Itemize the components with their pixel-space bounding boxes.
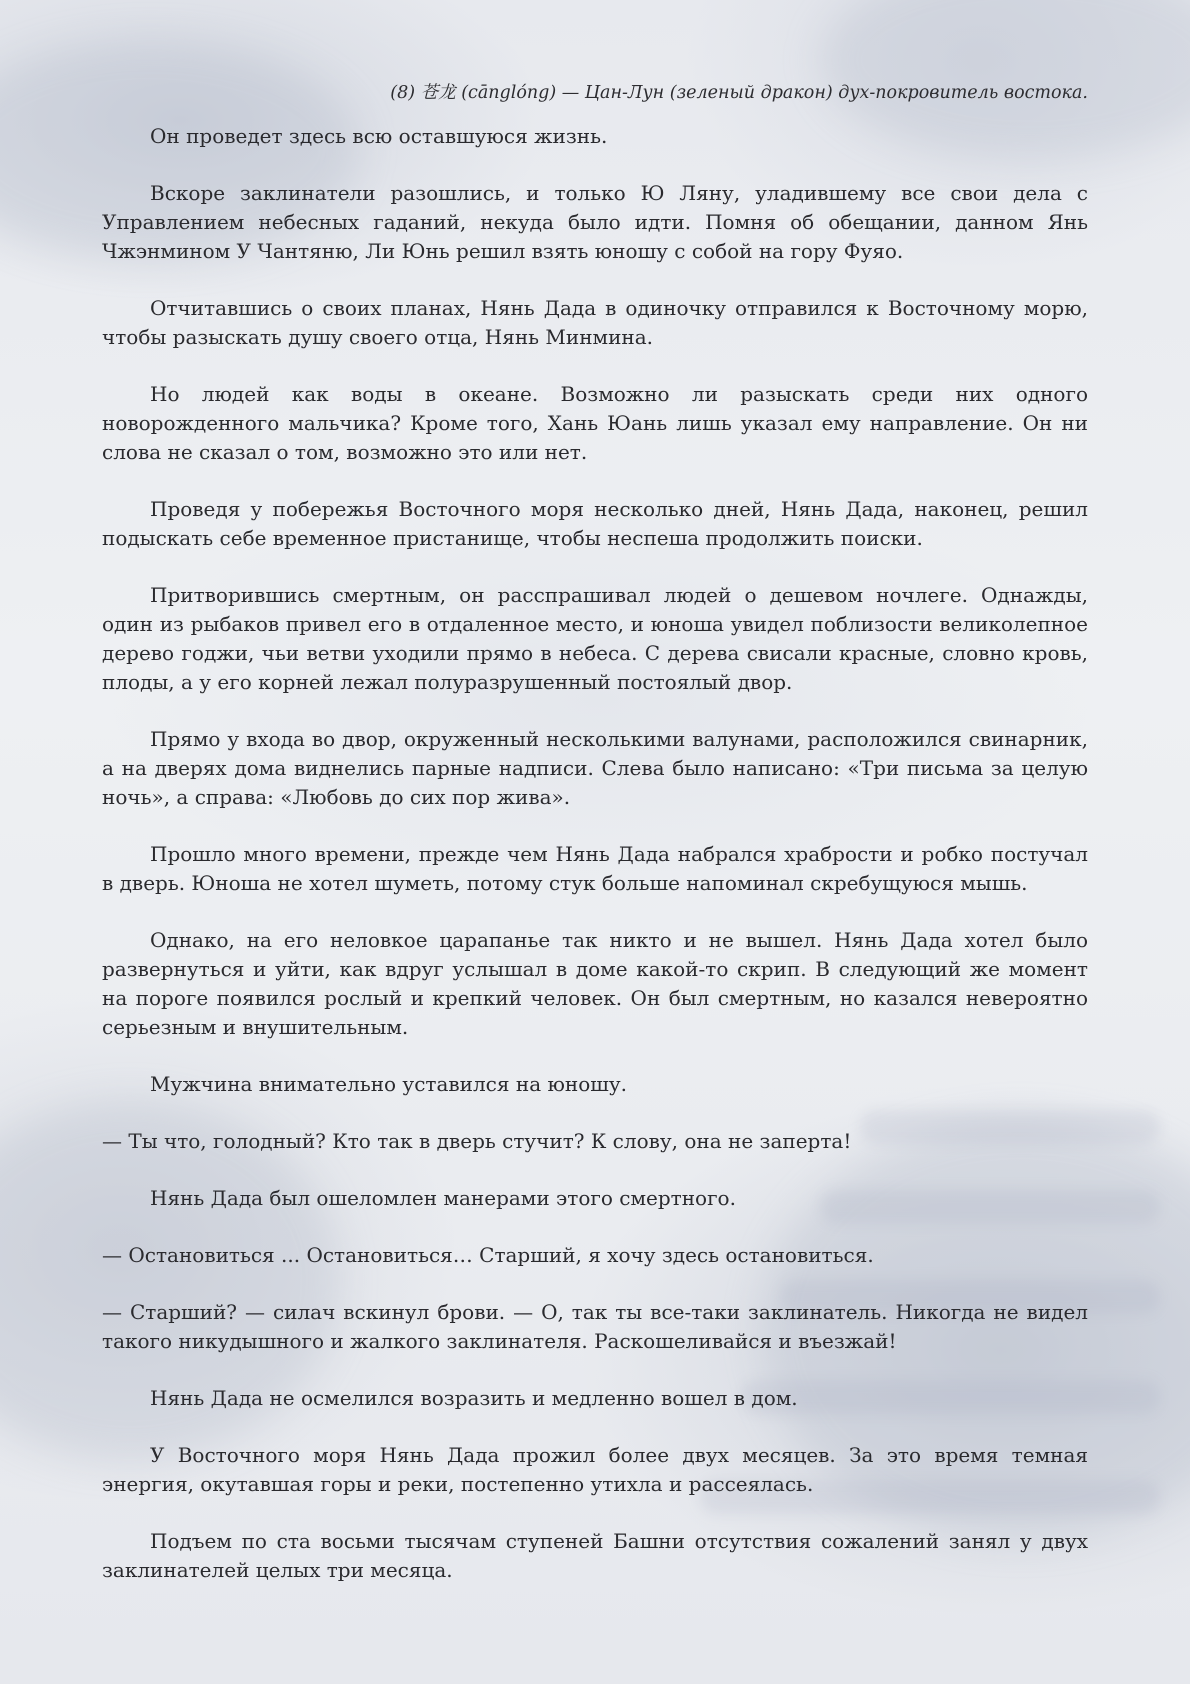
dialogue-line: — Старший? — силач вскинул брови. — О, так ты все-таки заклинатель. Никогда не видел такого никудышного и жалкого заклинателя. Раскошеливайся и въезжай! — [102, 1300, 1088, 1353]
paragraph: Мужчина внимательно уставился на юношу. — [150, 1072, 627, 1096]
paragraph: Но людей как воды в океане. Возможно ли разыскать среди них одного новорожденного мальчика? Кроме того, Хань Юань лишь указал ему направление. Он ни слова не сказал о том, возможно это или нет. — [102, 382, 1088, 464]
paragraph: Отчитавшись о своих планах, Нянь Дада в одиночку отправился к Восточному морю, чтобы разыскать душу своего отца, Нянь Минмина. — [102, 296, 1088, 349]
paragraph: Проведя у побережья Восточного моря несколько дней, Нянь Дада, наконец, решил подыскать себе временное пристанище, чтобы неспеша продолжить поиски. — [102, 497, 1088, 550]
document-body — [102, 78, 1088, 1613]
paragraph: Однако, на его неловкое царапанье так никто и не вышел. Нянь Дада хотел было развернуться и уйти, как вдруг услышал в доме какой-то скрип. В следующий же момент на пороге появился рослый и крепкий человек. Он был смертным, но казался невероятно серьезным и внушительным. — [102, 928, 1088, 1039]
paragraph: Прошло много времени, прежде чем Нянь Дада набрался храбрости и робко постучал в дверь. Юноша не хотел шуметь, потому стук больше напоминал скребущуюся мышь. — [102, 842, 1088, 895]
paragraph: Нянь Дада не осмелился возразить и медленно вошел в дом. — [150, 1386, 798, 1410]
dialogue-line: — Остановиться ... Остановиться… Старший, я хочу здесь остановиться. — [102, 1243, 874, 1267]
dialogue-line: — Ты что, голодный? Кто так в дверь стучит? К слову, она не заперта! — [102, 1129, 852, 1153]
footnote: (8) 苍龙 (cānglóng) — Цан-Лун (зеленый дракон) дух-покровитель востока. — [390, 83, 1088, 103]
paragraph: Вскоре заклинатели разошлись, и только Ю Ляну, уладившему все свои дела с Управлением небесных гаданий, некуда было идти. Помня об обещании, данном Янь Чжэнмином У Чантяню, Ли Юнь решил взять юношу с собой на гору Фуяо. — [102, 181, 1088, 263]
paragraph: Он проведет здесь всю оставшуюся жизнь. — [150, 124, 608, 148]
paragraph: Прямо у входа во двор, окруженный несколькими валунами, расположился свинарник, а на дверях дома виднелись парные надписи. Слева было написано: «Три письма за целую ночь», а справа: «Любовь до сих пор жива». — [102, 727, 1088, 809]
paragraph: Нянь Дада был ошеломлен манерами этого смертного. — [150, 1186, 736, 1210]
paragraph: Притворившись смертным, он расспрашивал людей о дешевом ночлеге. Однажды, один из рыбаков привел его в отдаленное место, и юноша увидел поблизости великолепное дерево годжи, чьи ветви уходили прямо в небеса. С дерева свисали красные, словно кровь, плоды, а у его корней лежал полуразрушенный постоялый двор. — [102, 583, 1088, 694]
paragraph: Подъем по ста восьми тысячам ступеней Башни отсутствия сожалений занял у двух заклинателей целых три месяца. — [102, 1529, 1088, 1582]
paragraph: У Восточного моря Нянь Дада прожил более двух месяцев. За это время темная энергия, окутавшая горы и реки, постепенно утихла и рассеялась. — [102, 1443, 1088, 1496]
